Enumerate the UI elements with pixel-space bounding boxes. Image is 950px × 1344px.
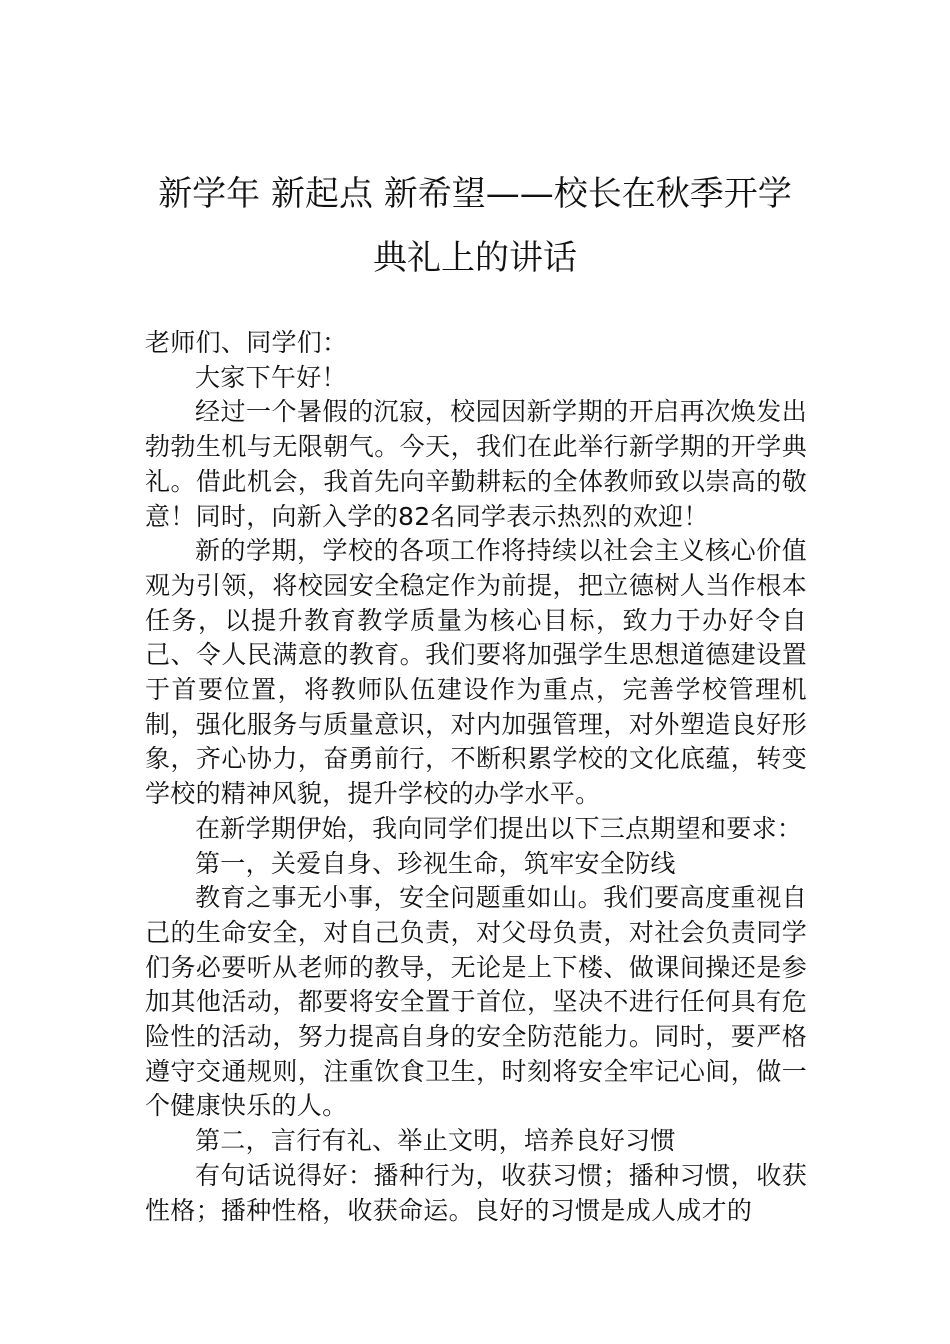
title-line-2: 典礼上的讲话 <box>373 238 577 278</box>
paragraph-greeting: 大家下午好！ <box>195 362 347 392</box>
paragraph-welcome: 经过一个暑假的沉寂，校园因新学期的开启再次焕发出勃勃生机与无限朝气。今天，我们在此举行新学期的开学典礼。借此机会，我首先向辛勤耕耘的全体教师致以崇高的敬意！同时，向新入学的82名同学表示热烈的欢迎！ <box>145 397 807 531</box>
paragraph-expectations-intro: 在新学期伊始，我向同学们提出以下三点期望和要求： <box>195 813 803 843</box>
document-title <box>130 162 820 290</box>
paragraph-new-semester: 新的学期，学校的各项工作将持续以社会主义核心价值观为引领，将校园安全稳定作为前提，把立德树人当作根本任务，以提升教育教学质量为核心目标，致力于办好令自己、令人民满意的教育。我们要将加强学生思想道德建设置于首要位置，将教师队伍建设作为重点，完善学校管理机制，强化服务与质量意识，对内加强管理，对外塑造良好形象，齐心协力，奋勇前行，不断积累学校的文化底蕴，转变学校的精神风貌，提升学校的办学水平。 <box>145 536 807 809</box>
title-line-1: 新学年 新起点 新希望——校长在秋季开学 <box>158 174 792 214</box>
salutation: 老师们、同学们： <box>145 328 348 357</box>
heading-point-one: 第一，关爱自身、珍视生命，筑牢安全防线 <box>195 848 676 878</box>
paragraph-habits: 有句话说得好：播种行为，收获习惯；播种习惯，收获性格；播种性格，收获命运。良好的习惯是成人成才的 <box>145 1160 807 1225</box>
heading-point-two: 第二，言行有礼、举止文明，培养良好习惯 <box>195 1126 676 1156</box>
paragraph-safety: 教育之事无小事，安全问题重如山。我们要高度重视自己的生命安全，对自己负责，对父母负责，对社会负责同学们务必要听从老师的教导，无论是上下楼、做课间操还是参加其他活动，都要将安全置于首位，坚决不进行任何具有危险性的活动，努力提高自身的安全防范能力。同时，要严格遵守交通规则，注重饮食卫生，时刻将安全牢记心间，做一个健康快乐的人。 <box>145 883 807 1121</box>
document-body <box>145 326 807 1228</box>
